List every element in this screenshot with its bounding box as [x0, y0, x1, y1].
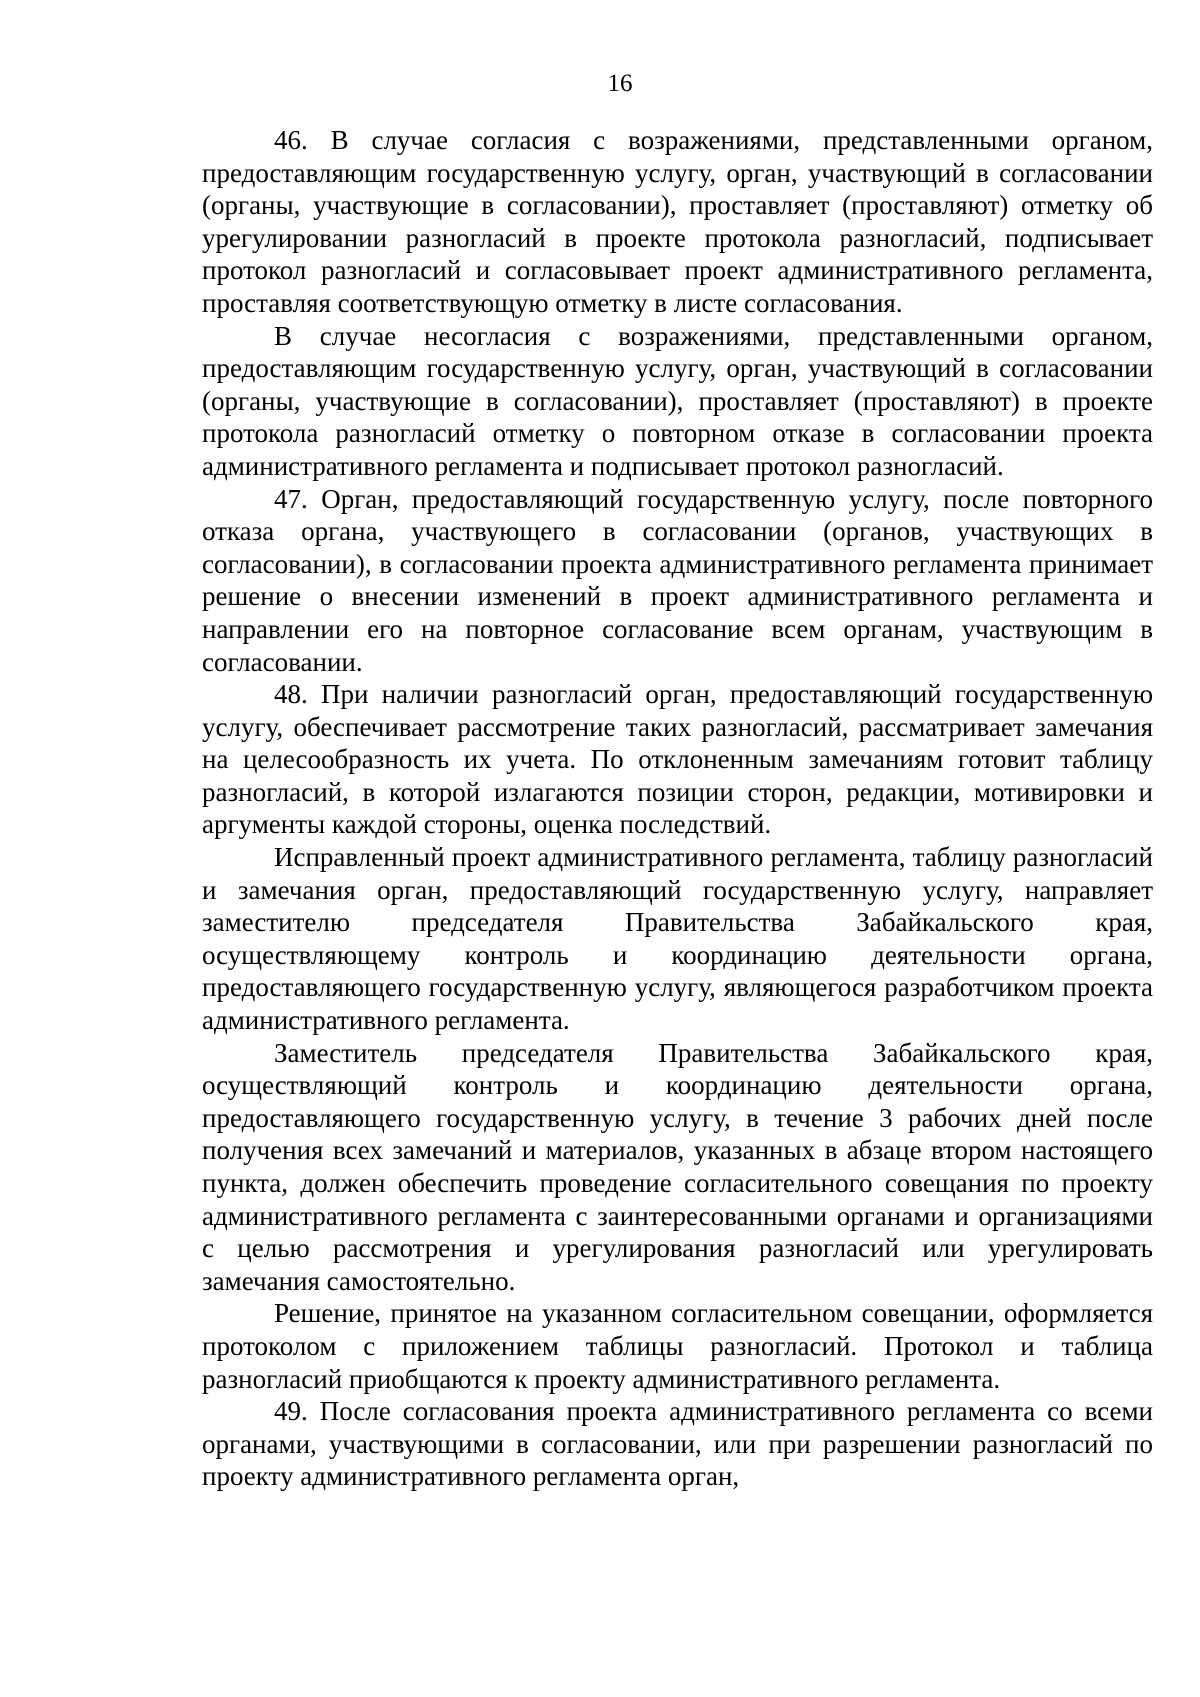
- paragraph-48: 48. При наличии разногласий орган, предоставляющий государственную услугу, обеспечивает рассмотрение таких разногласий, рассматривает замечания на целесообразность их учета. По отклоненным замечаниям готовит таблицу разногласий, в которой излагаются позиции сторон, редакции, мотивировки и аргументы каждой стороны, оценка последствий.: [202, 679, 1153, 840]
- paragraph-48-deputy-chairman: Заместитель председателя Правительства Забайкальского края, осуществляющий контроль и координацию деятельности органа, предоставляющего государственную услугу, в течение 3 рабочих дней после получения всех замечаний и материалов, указанных в абзаце втором настоящего пункта, должен обеспечить проведение согласительного совещания по проекту административного регламента с заинтересованными органами и организациями с целью рассмотрения и урегулирования разногласий или урегулировать замечания самостоятельно.: [202, 1037, 1153, 1296]
- document-body: [202, 124, 1153, 1493]
- paragraph-47: 47. Орган, предоставляющий государственную услугу, после повторного отказа органа, участвующего в согласовании (органов, участвующих в согласовании), в согласовании проекта административного регламента принимает решение о внесении изменений в проект административного регламента и направлении его на повторное согласование всем органам, участвующим в согласовании.: [202, 483, 1153, 677]
- paragraph-46: 46. В случае согласия с возражениями, представленными органом, предоставляющим государственную услугу, орган, участвующий в согласовании (органы, участвующие в согласовании), проставляет (проставляют) отметку об урегулировании разногласий в проекте протокола разногласий, подписывает протокол разногласий и согласовывает проект административного регламента, проставляя соответствующую отметку в листе согласования.: [202, 125, 1153, 318]
- paragraph-46-disagreement: В случае несогласия с возражениями, представленными органом, предоставляющим государственную услугу, орган, участвующий в согласовании (органы, участвующие в согласовании), проставляет (проставляют) в проекте протокола разногласий отметку о повторном отказе в согласовании проекта административного регламента и подписывает протокол разногласий.: [202, 320, 1153, 481]
- page-number: 16: [607, 70, 633, 97]
- paragraph-49: 49. После согласования проекта административного регламента со всеми органами, участвующими в согласовании, или при разрешении разногласий по проекту административного регламента орган,: [202, 1396, 1153, 1492]
- paragraph-48-corrected-project: Исправленный проект административного регламента, таблицу разногласий и замечания орган, предоставляющий государственную услугу, направляет заместителю председателя Правительства Забайкальского края, осуществляющему контроль и координацию деятельности органа, предоставляющего государственную услугу, являющегося разработчиком проекта административного регламента.: [202, 842, 1153, 1036]
- paragraph-48-decision: Решение, принятое на указанном согласительном совещании, оформляется протоколом с приложением таблицы разногласий. Протокол и таблица разногласий приобщаются к проекту административного регламента.: [202, 1298, 1153, 1394]
